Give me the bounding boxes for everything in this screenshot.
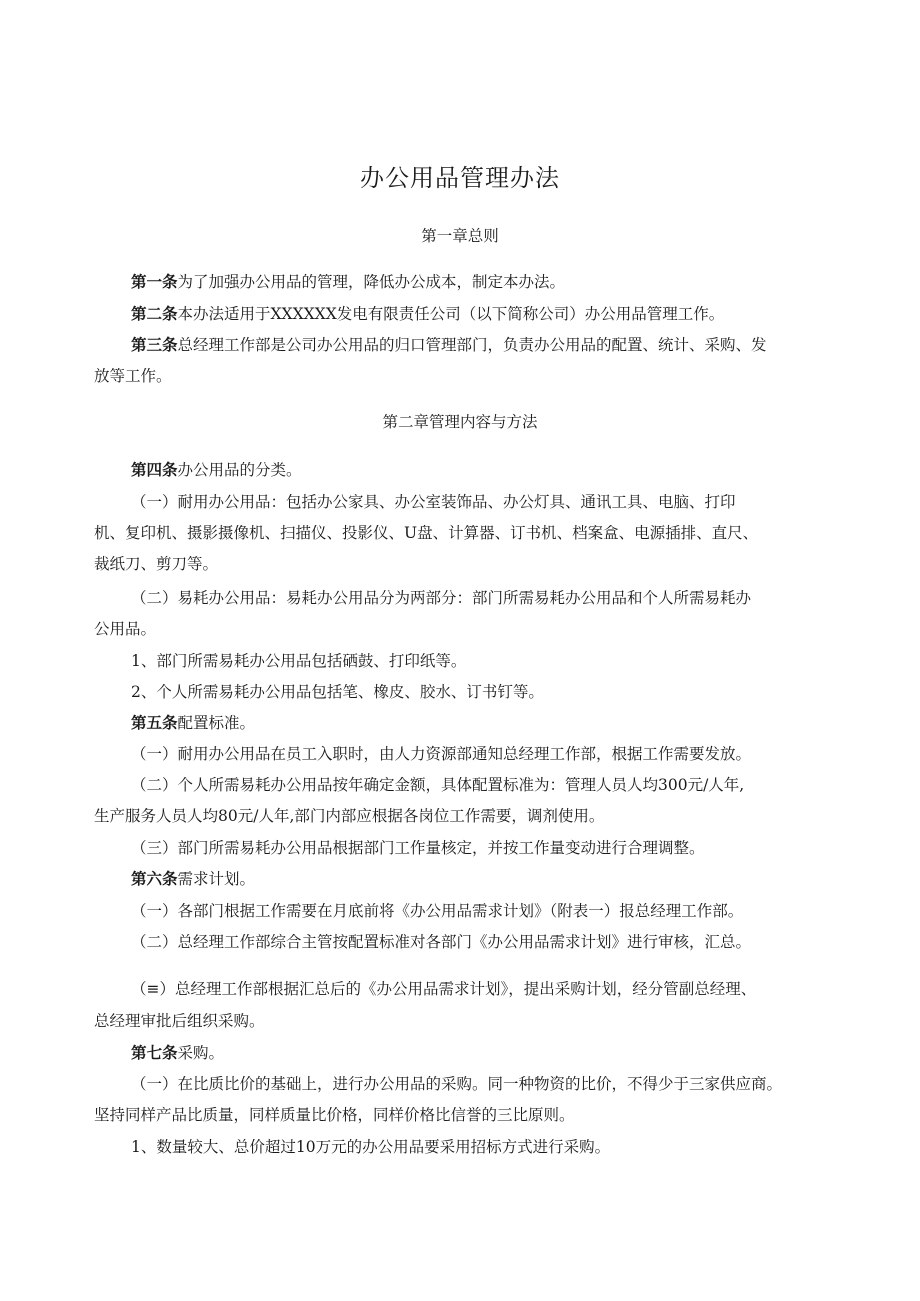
article-number: 第五条 xyxy=(131,713,178,732)
clause-4-2-item-1: 1、部门所需易耗办公用品包括硒鼓、打印纸等。 xyxy=(131,652,467,670)
chapter-1-heading: 第一章总则 xyxy=(421,227,499,245)
article-number: 第二条 xyxy=(131,304,178,323)
clause-5-2-line-1: （二）个人所需易耗办公用品按年确定金额，具体配置标准为：管理人员人均300元/人年, xyxy=(131,776,745,794)
document-title: 办公用品管理办法 xyxy=(360,164,560,192)
clause-6-3-line-2: 总经理审批后组织采购。 xyxy=(94,1012,265,1030)
article-5 xyxy=(131,711,255,735)
clause-4-2-line-2: 公用品。 xyxy=(94,620,157,638)
article-7 xyxy=(131,1041,224,1065)
article-text: 配置标准。 xyxy=(177,714,256,732)
clause-4-2-item-2: 2、个人所需易耗办公用品包括笔、橡皮、胶水、订书钉等。 xyxy=(131,683,544,701)
article-number: 第一条 xyxy=(131,272,178,291)
article-text: 为了加强办公用品的管理，降低办公成本，制定本办法。 xyxy=(177,273,566,291)
article-number: 第六条 xyxy=(131,869,178,888)
clause-4-1-line-3: 裁纸刀、剪刀等。 xyxy=(94,555,219,573)
clause-6-1: （一）各部门根据工作需要在月底前将《办公用品需求计划》（附表一）报总经理工作部。 xyxy=(131,902,744,920)
article-text: 总经理工作部是公司办公用品的归口管理部门，负责办公用品的配置、统计、采购、发 xyxy=(177,336,767,354)
article-text: 采购。 xyxy=(177,1044,225,1062)
clause-5-1: （一）耐用办公用品在员工入职时，由人力资源部通知总经理工作部，根据工作需要发放。 xyxy=(131,745,752,763)
article-1 xyxy=(131,270,565,294)
article-number: 第三条 xyxy=(131,335,178,354)
article-number: 第四条 xyxy=(131,460,178,479)
chapter-2-heading: 第二章管理内容与方法 xyxy=(382,413,538,431)
article-text: 需求计划。 xyxy=(177,870,256,888)
article-text: 本办法适用于XXXXXX发电有限责任公司（以下简称公司）办公用品管理工作。 xyxy=(177,305,725,323)
clause-5-3: （三）部门所需易耗办公用品根据部门工作量核定，并按工作量变动进行合理调整。 xyxy=(131,839,705,857)
clause-6-2: （二）总经理工作部综合主管按配置标准对各部门《办公用品需求计划》进行审核，汇总。 xyxy=(131,933,752,951)
article-text: 办公用品的分类。 xyxy=(177,461,302,479)
article-3-continued: 放等工作。 xyxy=(94,367,172,385)
article-2 xyxy=(131,302,724,326)
article-6 xyxy=(131,867,255,891)
clause-4-2-line-1: （二）易耗办公用品：易耗办公用品分为两部分：部门所需易耗办公用品和个人所需易耗办 xyxy=(131,589,752,607)
clause-4-1-line-1: （一）耐用办公用品：包括办公家具、办公室装饰品、办公灯具、通讯工具、电脑、打印 xyxy=(131,493,736,511)
article-4 xyxy=(131,458,302,482)
clause-7-1-line-1: （一）在比质比价的基础上，进行办公用品的采购。同一种物资的比价，不得少于三家供应商。 xyxy=(131,1075,783,1093)
clause-6-3-line-1: （≡）总经理工作部根据汇总后的《办公用品需求计划》，提出采购计划，经分管副总经理、 xyxy=(131,980,757,998)
clause-4-1-line-2: 机、复印机、摄影摄像机、扫描仪、投影仪、U盘、计算器、订书机、档案盒、电源插排、直尺、 xyxy=(94,524,759,542)
clause-5-2-line-2: 生产服务人员人均80元/人年,部门内部应根据各岗位工作需要，调剂使用。 xyxy=(94,807,605,825)
clause-7-1-item-1: 1、数量较大、总价超过10万元的办公用品要采用招标方式进行采购。 xyxy=(131,1138,611,1156)
clause-7-1-line-2: 坚持同样产品比质量，同样质量比价格，同样价格比信誉的三比原则。 xyxy=(94,1106,575,1124)
article-number: 第七条 xyxy=(131,1043,178,1062)
article-3 xyxy=(131,333,767,357)
